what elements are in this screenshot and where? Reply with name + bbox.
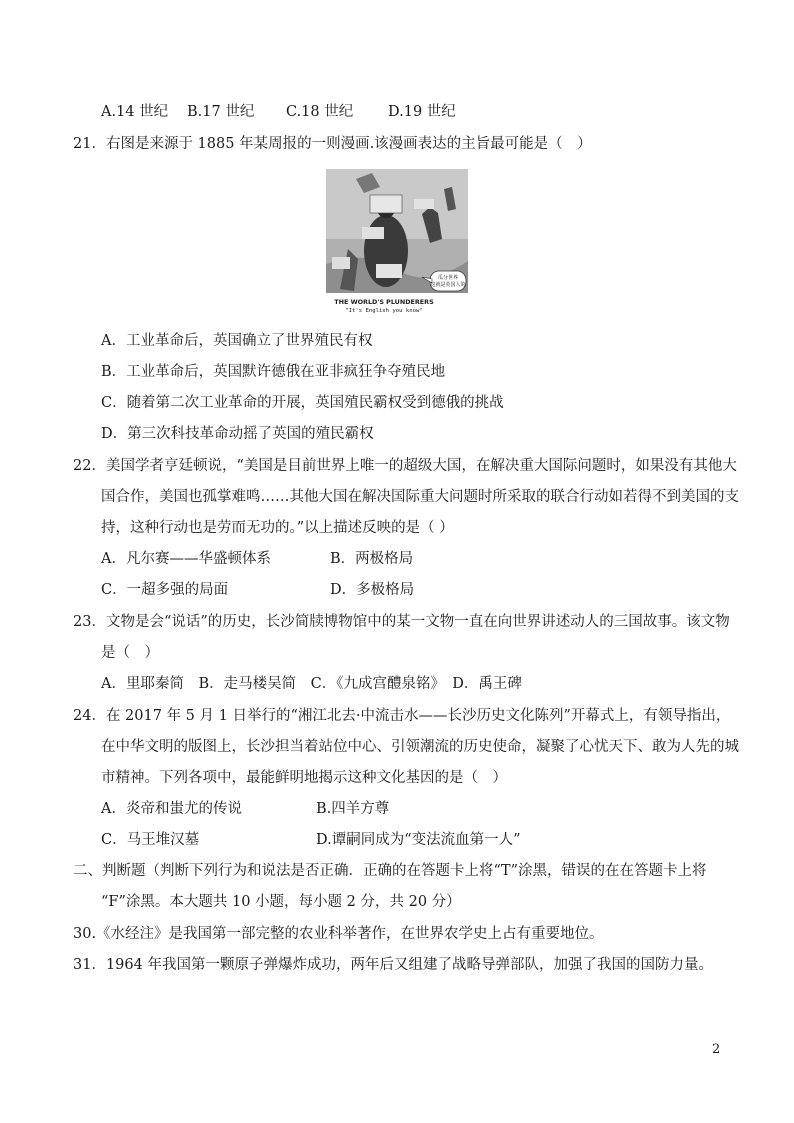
- q24-option-b: B.四羊方尊: [316, 801, 390, 817]
- q22-option-c: C．一超多强的局面: [101, 582, 229, 598]
- q24-option-a: A．炎帝和蚩尤的传说: [101, 801, 242, 817]
- page-number: 2: [712, 1042, 721, 1057]
- section2-heading-line-2: “F”涂黑。本大题共 10 小题，每小题 2 分，共 20 分）: [101, 894, 461, 910]
- q21-cartoon-image: [326, 169, 468, 316]
- q22-line-3: 持，这种行动也是劳而无功的。”以上描述反映的是（ ）: [101, 520, 454, 536]
- q21-option-a: A．工业革命后，英国确立了世界殖民有权: [101, 333, 373, 349]
- q20-option-c: C.18 世纪: [286, 104, 354, 120]
- q23-line-2: 是（ ）: [101, 645, 159, 661]
- q21-bubble-line1: 瓜分世界: [437, 275, 459, 281]
- q24-line-3: 市精神。下列各项中，最能鲜明地揭示这种文化基因的是（ ）: [101, 770, 507, 786]
- q21-caption-line2: "It's English you know": [345, 308, 423, 314]
- q20-option-d: D.19 世纪: [388, 104, 456, 120]
- q20-option-b: B.17 世纪: [187, 104, 255, 120]
- q21-option-c: C．随着第二次工业革命的开展，英国殖民霸权受到德俄的挑战: [101, 395, 504, 411]
- q24-line-2: 在中华文明的版图上，长沙担当着站位中心、引领潮流的历史使命，凝聚了心忧天下、敢为人先的城: [101, 739, 739, 755]
- q22-line-1: 22．美国学者亨廷顿说，“美国是目前世界上唯一的超级大国，在解决重大国际问题时，如果没有其他大: [73, 458, 737, 474]
- q20-option-a: A.14 世纪: [101, 104, 169, 120]
- q21-option-d: D．第三次科技革命动摇了英国的殖民霸权: [101, 426, 374, 442]
- q24-option-d: D.谭嗣同成为“变法流血第一人”: [316, 832, 521, 848]
- q30-statement: 30.《水经注》是我国第一部完整的农业科举著作，在世界农学史上占有重要地位。: [73, 926, 604, 942]
- q22-line-2: 国合作，美国也孤掌难鸣……其他大国在解决国际重大问题时所采取的联合行动如若得不到美国的支: [101, 489, 739, 505]
- q21-bubble-line2: 这就是英国人的: [430, 282, 466, 288]
- q20-options: [101, 102, 456, 122]
- q23-line-1: 23．文物是会“说话”的历史，长沙简牍博物馆中的某一文物一直在向世界讲述动人的三国故事。该文物: [73, 614, 730, 630]
- section2-heading-line-1: 二、判断题（判断下列行为和说法是否正确．正确的在答题卡上将“T”涂黑，错误的在在答题卡上将: [73, 863, 707, 879]
- q21-option-b: B．工业革命后，英国默许德俄在亚非疯狂争夺殖民地: [101, 364, 446, 380]
- q22-option-b: B．两极格局: [330, 551, 414, 567]
- q24-option-c: C．马王堆汉墓: [101, 832, 200, 848]
- q31-statement: 31．1964 年我国第一颗原子弹爆炸成功，两年后又组建了战略导弹部队，加强了我国的国防力量。: [73, 957, 713, 973]
- q23-options: A．里耶秦简 B．走马楼吴简 C．《九成宫醴泉铭》 D．禹王碑: [101, 676, 522, 692]
- q21-stem: 21．右图是来源于 1885 年某周报的一则漫画.该漫画表达的主旨最可能是（ ）: [73, 136, 592, 152]
- q22-option-a: A．凡尔赛——华盛顿体系: [101, 551, 271, 567]
- q21-caption-line1: THE WORLD'S PLUNDERERS: [334, 298, 434, 306]
- q24-line-1: 24．在 2017 年 5 月 1 日举行的“湘江北去·中流击水——长沙历史文化陈列”开幕式上，有领导指出，: [73, 708, 731, 724]
- q22-option-d: D．多极格局: [330, 582, 415, 598]
